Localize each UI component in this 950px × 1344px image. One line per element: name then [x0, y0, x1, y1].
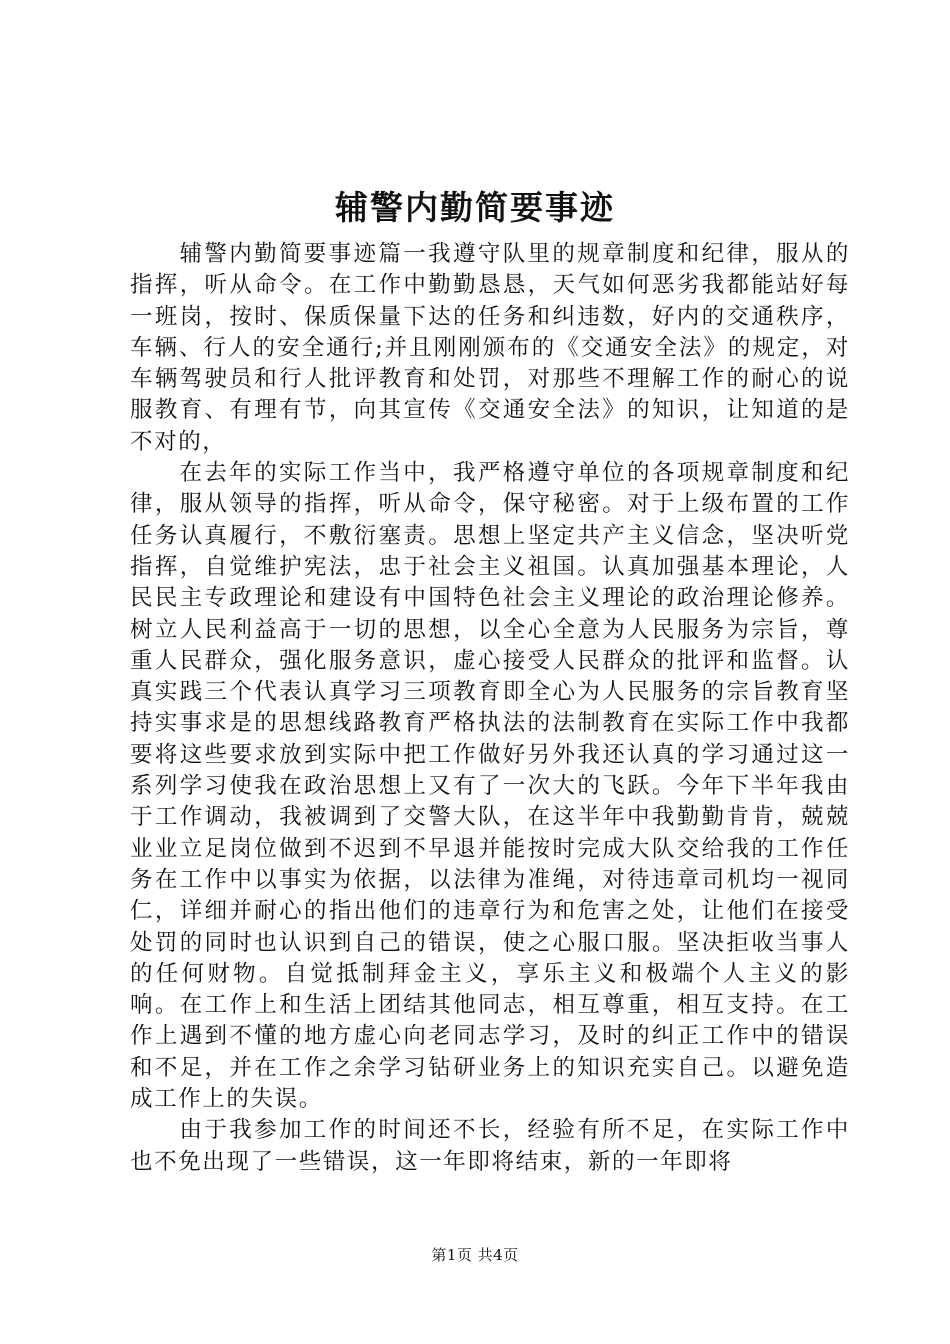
document-title: 辅警内勤简要事迹 [335, 188, 615, 227]
paragraph: 辅警内勤简要事迹篇一我遵守队里的规章制度和纪律，服从的指挥，听从命令。在工作中勤勤恳恳，天气如何恶劣我都能站好每一班岗，按时、保质保量下达的任务和纠违数，好内的交通秩序，车辆、行人的安全通行;并且刚刚颁布的《交通安全法》的规定，对车辆驾驶员和行人批评教育和处罚，对那些不理解工作的耐心的说服教育、有理有节，向其宣传《交通安全法》的知识，让知道的是不对的， [130, 241, 850, 455]
paragraph: 在去年的实际工作当中，我严格遵守单位的各项规章制度和纪律，服从领导的指挥，听从命令，保守秘密。对于上级布置的工作任务认真履行，不敷衍塞责。思想上坚定共产主义信念，坚决听党指挥，自觉维护宪法，忠于社会主义祖国。认真加强基本理论，人民民主专政理论和建设有中国特色社会主义理论的政治理论修养。树立人民利益高于一切的思想，以全心全意为人民服务为宗旨，尊重人民群众，强化服务意识，虚心接受人民群众的批评和监督。认真实践三个代表认真学习三项教育即全心为人民服务的宗旨教育坚持实事求是的思想线路教育严格执法的法制教育在实际工作中我都要将这些要求放到实际中把工作做好另外我还认真的学习通过这一系列学习使我在政治思想上又有了一次大的飞跃。今年下半年我由于工作调动，我被调到了交警大队，在这半年中我勤勤肯肯，兢兢业业立足岗位做到不迟到不早退并能按时完成大队交给我的工作任务在工作中以事实为依据，以法律为准绳，对待违章司机均一视同仁，详细并耐心的指出他们的违章行为和危害之处，让他们在接受处罚的同时也认识到自己的错误，使之心服口服。坚决拒收当事人的任何财物。自觉抵制拜金主义，享乐主义和极端个人主义的影响。在工作上和生活上团结其他同志，相互尊重，相互支持。在工作上遇到不懂的地方虚心向老同志学习，及时的纠正工作中的错误和不足，并在工作之余学习钻研业务上的知识充实自己。以避免造成工作上的失误。 [130, 460, 850, 1113]
document-body [130, 239, 850, 1178]
page-footer: 第1页 共4页 [431, 1246, 519, 1264]
paragraph: 由于我参加工作的时间还不长，经验有所不足，在实际工作中也不免出现了一些错误，这一年即将结束，新的一年即将 [130, 1117, 850, 1175]
